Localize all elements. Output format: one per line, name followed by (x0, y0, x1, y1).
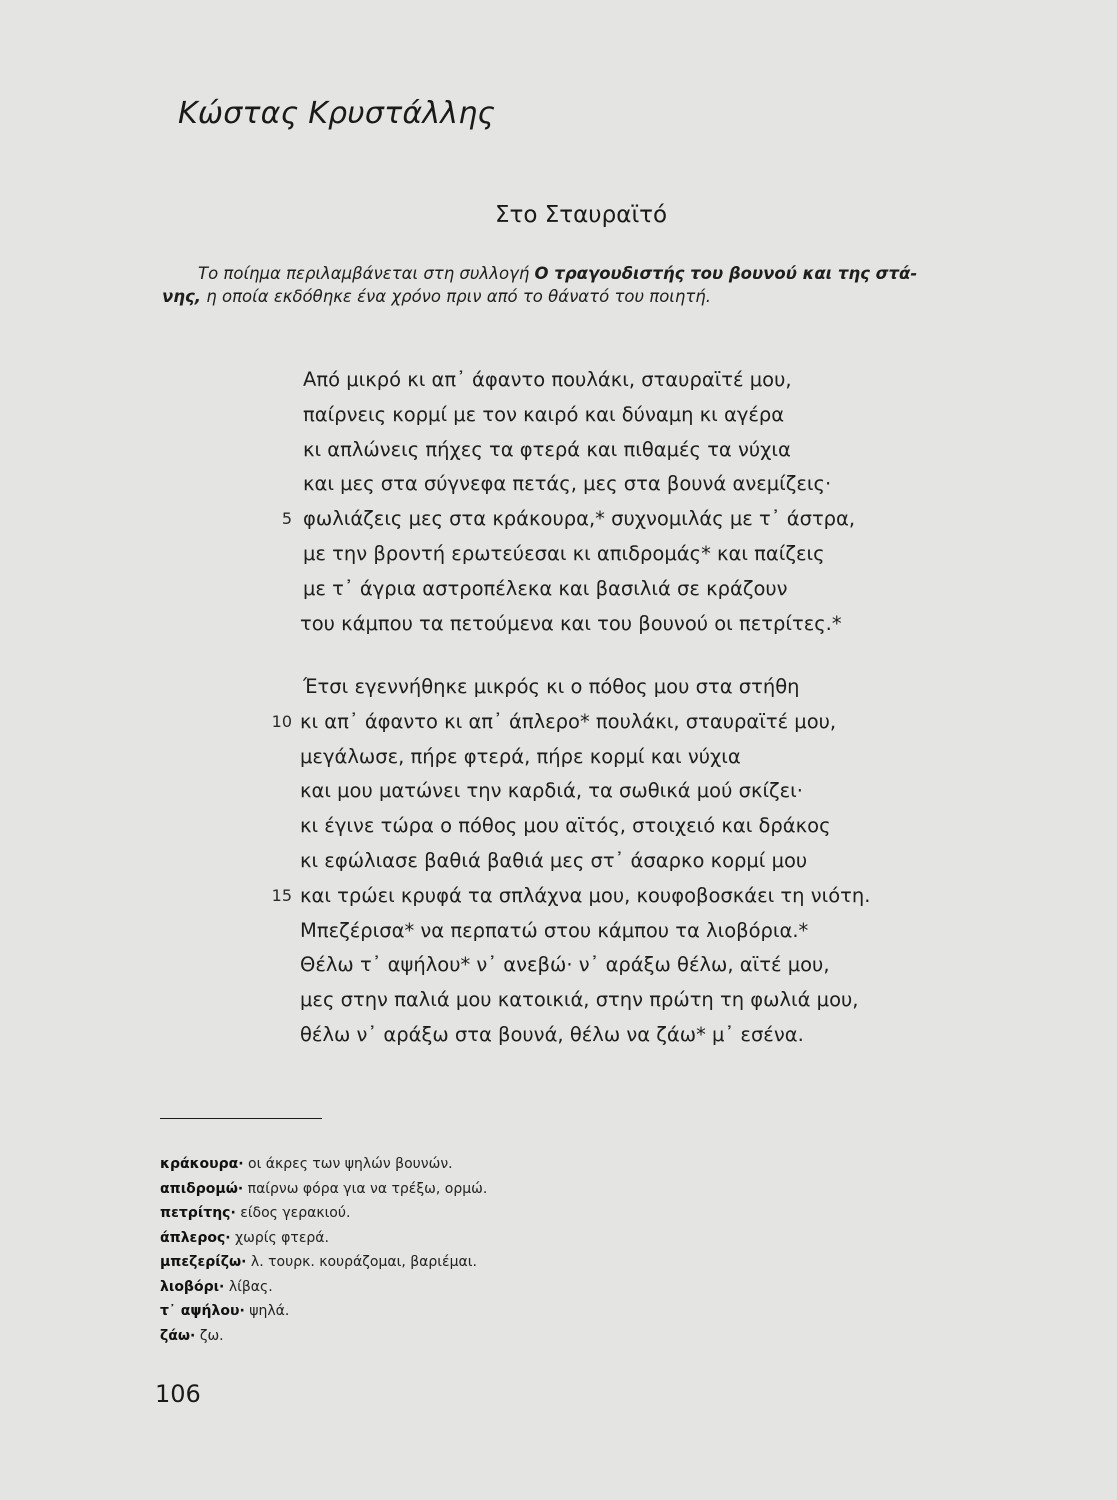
verse-line (0, 607, 1117, 642)
glossary-entry (160, 1226, 487, 1251)
verse-text: κι εφώλιασε βαθιά βαθιά μες στ᾽ άσαρκο κορμί μου (300, 848, 808, 872)
verse-line (0, 983, 1117, 1018)
verse-line (0, 948, 1117, 983)
verse-line (0, 467, 1117, 502)
glossary-term: κράκουρα· (160, 1156, 244, 1172)
verse-text: Θέλω τ᾽ αψήλου* ν᾽ ανεβώ· ν᾽ αράξω θέλω, αϊτέ μου, (300, 953, 830, 977)
verse-text: Από μικρό κι απ᾽ άφαντο πουλάκι, σταυραϊτέ μου, (303, 368, 792, 391)
glossary-definition: ψηλά. (244, 1303, 290, 1319)
page-number: 106 (155, 1380, 201, 1408)
intro-book-title-cont: νης, (162, 287, 202, 306)
verse-line (0, 740, 1117, 775)
verse-line (0, 705, 1117, 740)
verse-text: και μες στα σύγνεφα πετάς, μες στα βουνά ανεμίζεις· (303, 472, 832, 496)
verse-line (0, 879, 1117, 914)
glossary-term: τ᾽ αψήλου· (160, 1303, 245, 1319)
verse-text: και τρώει κρυφά τα σπλάχνα μου, κουφοβοσκάει τη νιότη. (300, 883, 871, 907)
verse-line (0, 537, 1117, 572)
verse-line (0, 433, 1117, 468)
glossary-entry (160, 1201, 487, 1226)
line-number: 5 (281, 509, 292, 529)
poem-stanza-1 (0, 363, 1117, 641)
glossary-definition: λ. τουρκ. κουράζομαι, βαριέμαι. (246, 1254, 477, 1270)
verse-line (0, 398, 1117, 433)
intro-pre: Το ποίημα περιλαμβάνεται στη συλλογή (198, 264, 535, 283)
verse-line (0, 670, 1117, 705)
glossary-definition: χωρίς φτερά. (230, 1229, 329, 1246)
verse-text: και μου ματώνει την καρδιά, τα σωθικά μού σκίζει· (300, 779, 803, 803)
glossary-term: μπεζερίζω· (160, 1254, 247, 1270)
glossary-entry (160, 1324, 487, 1349)
glossary-definition: λίβας. (224, 1278, 273, 1295)
glossary-term: πετρίτης· (160, 1205, 236, 1221)
glossary-definition: οι άκρες των ψηλών βουνών. (243, 1156, 453, 1172)
verse-line (0, 844, 1117, 879)
glossary-entry (160, 1152, 487, 1177)
verse-line (0, 572, 1117, 607)
glossary-entry (160, 1299, 487, 1324)
glossary (160, 1152, 487, 1348)
verse-text: μες στην παλιά μου κατοικιά, στην πρώτη τη φωλιά μου, (300, 988, 859, 1012)
glossary-entry (160, 1250, 487, 1275)
verse-text: παίρνεις κορμί με τον καιρό και δύναμη κι αγέρα (303, 402, 785, 426)
glossary-entry (160, 1275, 487, 1300)
verse-text: κι απ᾽ άφαντο κι απ᾽ άπλερο* πουλάκι, σταυραϊτέ μου, (300, 709, 837, 733)
verse-text: κι έγινε τώρα ο πόθος μου αϊτός, στοιχειό και δράκος (300, 814, 831, 838)
glossary-term: λιοβόρι· (160, 1278, 225, 1295)
verse-text: με την βροντή ερωτεύεσαι κι απιδρομάς* και παίζεις (303, 541, 825, 565)
intro-line-1 (162, 262, 1032, 285)
poem-title: Στο Σταυραϊτό (495, 202, 668, 228)
line-number: 10 (271, 711, 292, 731)
author-heading: Κώστας Κρυστάλλης (178, 96, 496, 131)
line-number: 15 (271, 885, 292, 905)
glossary-term: απιδρομώ· (160, 1180, 244, 1197)
glossary-definition: παίρνω φόρα για να τρέξω, ορμώ. (243, 1180, 488, 1197)
verse-text: Μπεζέρισα* να περπατώ στου κάμπου τα λιοβόρια.* (300, 918, 809, 942)
glossary-entry (160, 1177, 487, 1202)
verse-line (0, 502, 1117, 537)
glossary-definition: ζω. (195, 1327, 224, 1344)
verse-line (0, 363, 1117, 398)
verse-text: φωλιάζεις μες στα κράκουρα,* συχνομιλάς με τ᾽ άστρα, (303, 507, 856, 531)
intro-book-title: Ο τραγουδιστής του βουνού και της στά- (534, 264, 918, 283)
verse-text: κι απλώνεις πήχες τα φτερά και πιθαμές τα νύχια (303, 437, 791, 461)
verse-text: θέλω ν᾽ αράξω στα βουνά, θέλω να ζάω* μ᾽ εσένα. (300, 1022, 804, 1046)
poem-stanza-2 (0, 670, 1117, 1053)
intro-post: η οποία εκδόθηκε ένα χρόνο πριν από το θάνατό του ποιητή. (201, 287, 711, 306)
glossary-term: ζάω· (160, 1327, 196, 1344)
intro-note (162, 262, 1032, 308)
glossary-term: άπλερος· (160, 1229, 231, 1246)
footnote-divider (160, 1118, 322, 1119)
verse-line (0, 1018, 1117, 1053)
verse-line (0, 774, 1117, 809)
glossary-definition: είδος γερακιού. (235, 1205, 351, 1221)
verse-text: μεγάλωσε, πήρε φτερά, πήρε κορμί και νύχια (300, 744, 741, 768)
verse-text: Έτσι εγεννήθηκε μικρός κι ο πόθος μου στα στήθη (303, 675, 800, 698)
verse-text: με τ᾽ άγρια αστροπέλεκα και βασιλιά σε κράζουν (303, 576, 788, 600)
verse-line (0, 809, 1117, 844)
verse-line (0, 914, 1117, 949)
verse-text: του κάμπου τα πετούμενα και του βουνού οι πετρίτες.* (300, 611, 842, 635)
